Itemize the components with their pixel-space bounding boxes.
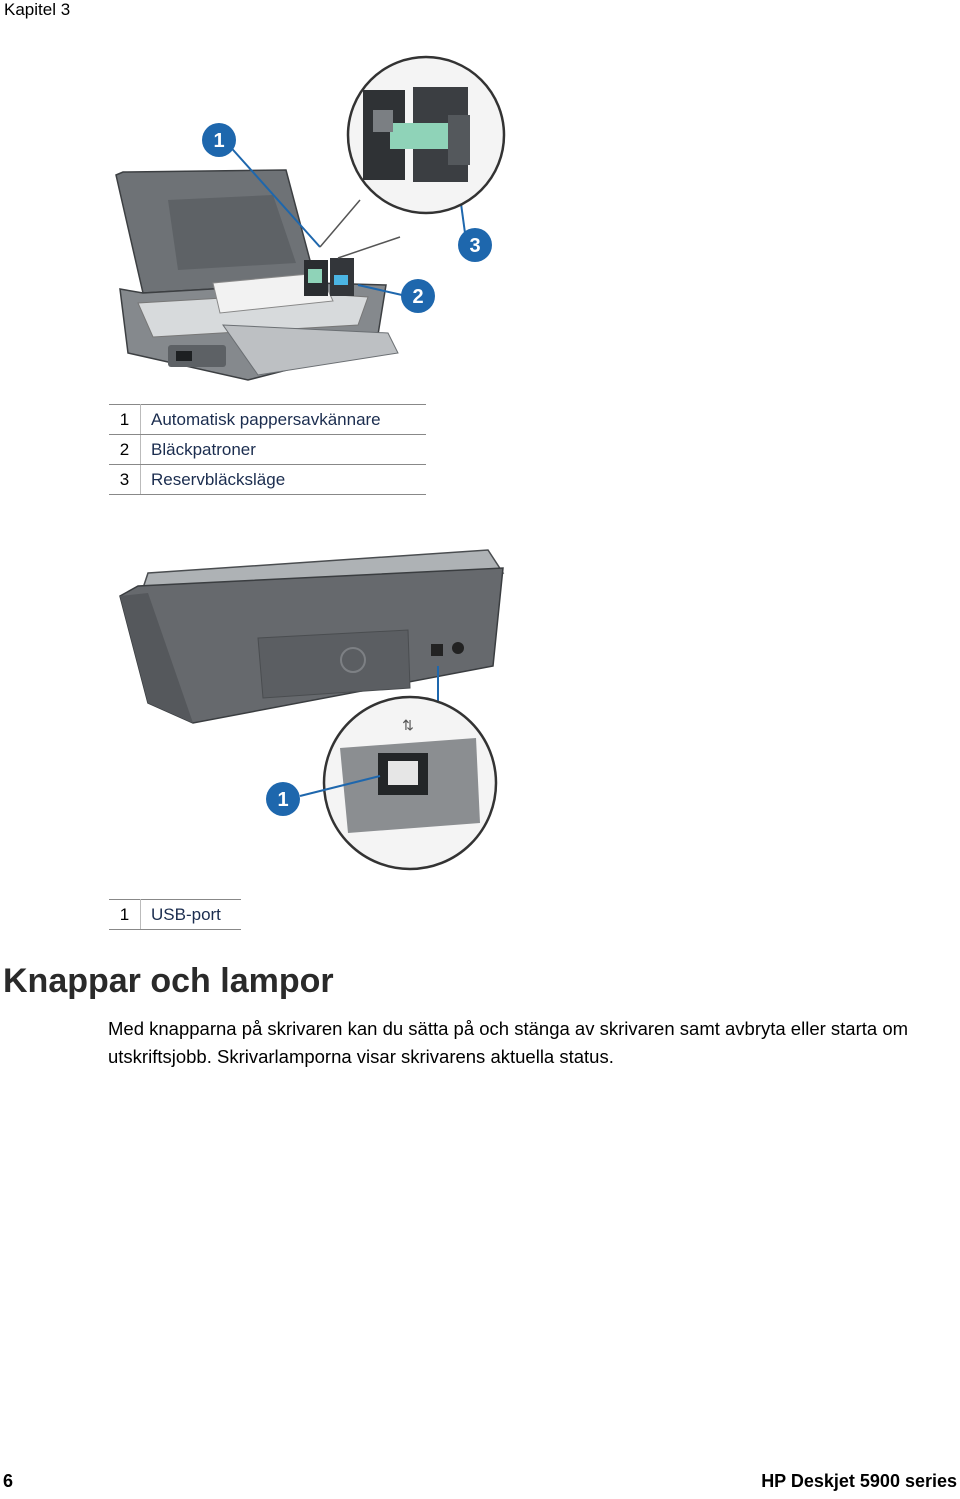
svg-text:2: 2 [412,286,424,308]
section-heading: Knappar och lampor [3,962,334,1000]
svg-text:3: 3 [469,235,481,257]
legend-label: Reservbläcksläge [141,465,427,495]
legend-number: 3 [109,465,141,495]
legend-number: 1 [109,405,141,435]
printer-front-illustration [108,55,508,385]
legend-label: Automatisk pappersavkännare [141,405,427,435]
legend-label: USB-port [141,900,242,930]
legend-label: Bläckpatroner [141,435,427,465]
svg-text:1: 1 [277,789,289,811]
printer-back-illustration [108,548,508,873]
legend-row [109,435,426,465]
legend-number: 2 [109,435,141,465]
legend-row [109,900,241,930]
legend-row [109,405,426,435]
footer-product-title: HP Deskjet 5900 series [761,1471,957,1491]
callout-badge-1 [265,781,301,817]
figure2-legend-table [109,899,241,930]
svg-text:1: 1 [213,130,225,152]
chapter-label: Kapitel 3 [4,0,71,19]
callout-badge-3 [457,227,493,263]
svg-text:⇅: ⇅ [402,717,414,733]
section-body-text: Med knapparna på skrivaren kan du sätta på och stänga av skrivaren samt avbryta eller starta om utskriftsjobb. Skrivarlamporna visar skrivarens aktuella status. [108,1018,909,1067]
callout-badge-1 [201,122,237,158]
callout-badge-2 [400,278,436,314]
figure1-legend-table [109,404,426,495]
legend-row [109,465,426,495]
page-number: 6 [3,1471,14,1491]
legend-number: 1 [109,900,141,930]
